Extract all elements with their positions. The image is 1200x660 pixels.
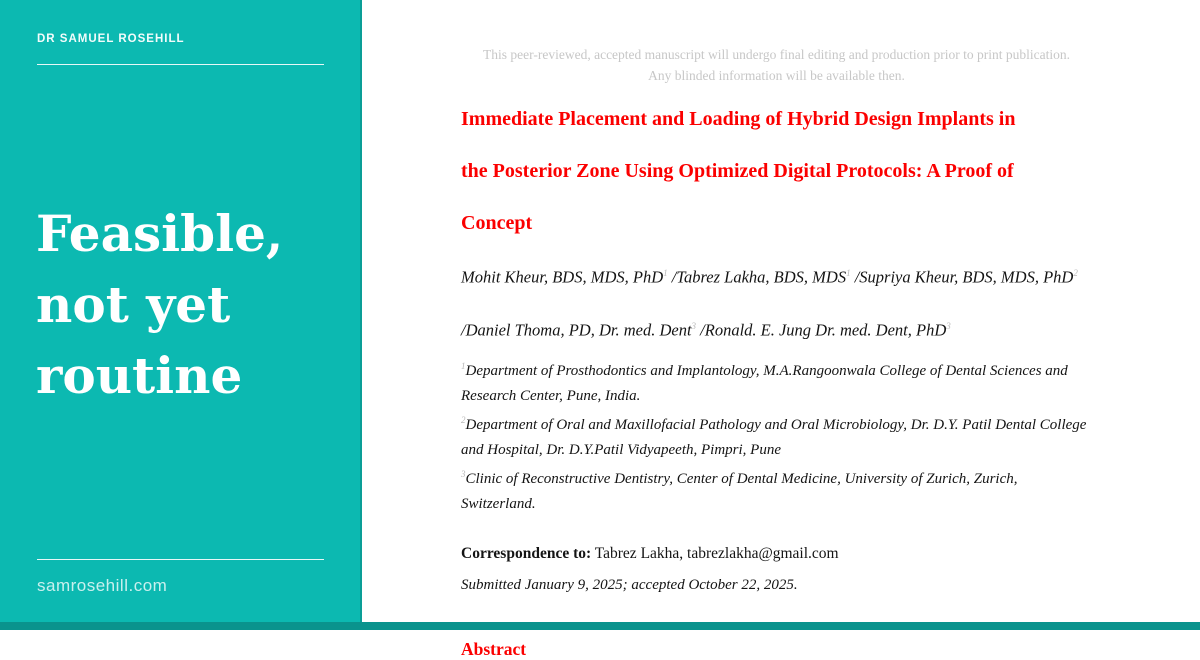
- correspondence-line: [461, 545, 1092, 563]
- bottom-accent-bar: [0, 622, 1200, 630]
- paper-title-line: the Posterior Zone Using Optimized Digital Protocols: A Proof of: [461, 160, 1014, 182]
- affiliation-superscript: 3: [946, 320, 951, 331]
- author-line: /Daniel Thoma, PD, Dr. med. Dent$^3$ /Ronald. E. Jung Dr. med. Dent, PhD$^3$: [461, 320, 951, 339]
- headline-line: not yet: [36, 275, 231, 334]
- affiliation-number: 3: [461, 469, 466, 479]
- card-headline: [36, 198, 283, 411]
- sidebar-top-divider: [37, 64, 324, 65]
- headline-line: Feasible,: [36, 204, 284, 263]
- author-list: [461, 249, 1092, 354]
- brand-name: DR SAMUEL ROSEHILL: [37, 33, 185, 45]
- affiliation-superscript: 1: [663, 268, 668, 278]
- affiliation-item: $^3$Clinic of Reconstructive Dentistry, Center of Dental Medicine, University of Zurich, Zurich, Switzerland.: [461, 469, 1018, 512]
- paper-title: [461, 93, 1092, 249]
- affiliation-number: 1: [461, 361, 466, 371]
- paper-title-line: Concept: [461, 212, 533, 234]
- abstract-heading: Abstract: [461, 639, 527, 659]
- headline-line: routine: [36, 346, 243, 405]
- affiliation-superscript: 2: [1073, 268, 1078, 278]
- disclaimer-line: This peer-reviewed, accepted manuscript will undergo final editing and production prior to print publication.: [483, 47, 1070, 62]
- affiliation-list: [461, 354, 1092, 516]
- affiliation-number: 2: [461, 415, 466, 425]
- publisher-disclaimer: [461, 44, 1092, 86]
- manuscript-page: [362, 0, 1200, 659]
- affiliation-superscript: 3: [691, 320, 697, 331]
- author-line: Mohit Kheur, BDS, MDS, PhD$^1$ /Tabrez Lakha, BDS, MDS$^1$ /Supriya Kheur, BDS, MDS, PhD$^2$: [461, 267, 1078, 287]
- sidebar-bottom-divider: [37, 559, 324, 560]
- correspondence-contact: Tabrez Lakha, tabrezlakha@gmail.com: [591, 545, 839, 562]
- paper-title-line: Immediate Placement and Loading of Hybrid Design Implants in: [461, 108, 1016, 130]
- brand-sidebar: [0, 0, 362, 630]
- submission-dates: Submitted January 9, 2025; accepted October 22, 2025.: [461, 577, 798, 593]
- disclaimer-line: Any blinded information will be available then.: [648, 68, 905, 83]
- affiliation-superscript: 1: [846, 268, 851, 278]
- correspondence-label: Correspondence to:: [461, 545, 592, 562]
- affiliation-item: $^1$Department of Prosthodontics and Implantology, M.A.Rangoonwala College of Dental Sciences and Research Center, Pune, India.: [461, 361, 1068, 404]
- affiliation-item: $^2$Department of Oral and Maxillofacial Pathology and Oral Microbiology, Dr. D.Y. Patil Dental College and Hospital, Dr. D.Y.Patil Vidyapeeth, Pimpri, Pune: [461, 415, 1087, 458]
- website-url: samrosehill.com: [37, 576, 168, 595]
